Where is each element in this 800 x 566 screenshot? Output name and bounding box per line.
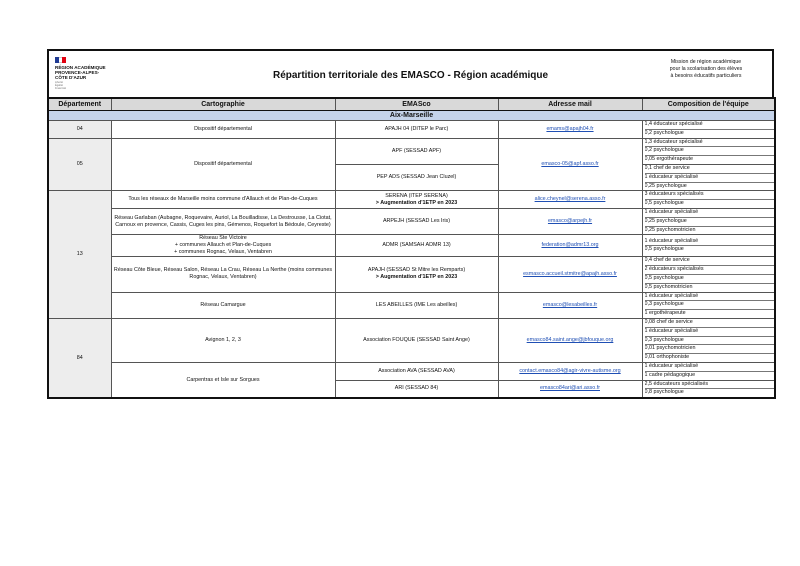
table-row	[48, 318, 775, 362]
col-composition: Composition de l'équipe	[642, 98, 775, 111]
composition-line: 0,8 psychologue	[644, 389, 684, 396]
composition-cell	[642, 292, 775, 318]
composition-line: 2 éducateurs spécialisés	[645, 266, 775, 275]
mail-cell	[498, 121, 642, 139]
mail-cell	[498, 292, 642, 318]
composition-line: 0,4 chef de service	[645, 257, 775, 266]
mail-link[interactable]: contact.emasco84@agir-vivre-autisme.org	[519, 367, 621, 374]
emasco-cell: PEP ADS (SESSAD Jean Cluzel)	[335, 164, 498, 190]
emasco-cell	[335, 191, 498, 209]
emasco-cell: ADMR (SAMSAH ADMR 13)	[335, 235, 498, 257]
col-departement: Département	[48, 98, 111, 111]
mail-cell	[498, 380, 642, 398]
composition-line: 1 éducateur spécialisé	[645, 174, 775, 183]
document-header	[47, 49, 774, 97]
composition-cell	[642, 235, 775, 257]
mail-link[interactable]: emasco@arpejh.fr	[547, 218, 593, 225]
mail-cell	[498, 208, 642, 234]
composition-cell	[642, 164, 775, 190]
composition-line: 0,25 psychologue	[645, 218, 775, 227]
composition-line: 0,08 chef de service	[645, 319, 775, 328]
composition-line: 0,5 psychologue	[645, 275, 775, 284]
mail-cell	[498, 138, 642, 191]
composition-line: 1 ergothérapeute	[644, 310, 686, 317]
carto-cell: Réseau Côte Bleue, Réseau Salon, Réseau La Crau, Réseau La Nerthe (moins communes Rognac, Velaux, Ventabren)	[111, 257, 335, 292]
composition-line: 0,3 psychologue	[645, 337, 775, 346]
composition-line: 1 éducateur spécialisé	[645, 328, 775, 337]
emasco-cell: ARPEJH (SESSAD Les Iris)	[335, 208, 498, 234]
region-row	[48, 111, 775, 121]
table-row	[48, 208, 775, 234]
composition-line: 0,25 psychologue	[644, 182, 687, 189]
emasco-cell: LES ABEILLES (IME Les abeilles)	[335, 292, 498, 318]
composition-line: 1 éducateur spécialisé	[645, 238, 775, 247]
table-header-row	[48, 98, 775, 111]
mail-link[interactable]: emasco84ari@ari.asso.fr	[540, 385, 600, 392]
composition-line: 0,3 psychologue	[645, 301, 775, 310]
composition-line: 2,5 éducateurs spécialisés	[645, 381, 775, 390]
mail-link[interactable]: emams@apajh04.fr	[546, 125, 594, 132]
mail-link[interactable]: esmasco.accueil.stmitre@apajh.asso.fr	[523, 270, 617, 277]
mail-cell	[498, 318, 642, 362]
table-row	[48, 362, 775, 380]
composition-line: 1 éducateur spécialisé	[645, 209, 775, 218]
emasco-name: SERENA (ITEP SERENA)	[385, 192, 448, 199]
mail-cell	[498, 235, 642, 257]
composition-cell	[642, 380, 775, 398]
col-cartographie: Cartographie	[111, 98, 335, 111]
emasco-cell	[335, 257, 498, 292]
mail-cell	[498, 191, 642, 209]
composition-cell	[642, 318, 775, 362]
table-row	[48, 257, 775, 292]
dept-cell: 13	[48, 191, 111, 319]
table-row	[48, 121, 775, 139]
mail-link[interactable]: emasco@lesabeilles.fr	[542, 301, 598, 308]
composition-line: 0,01 psychomotricien	[645, 345, 775, 354]
dept-cell: 05	[48, 138, 111, 191]
emasco-cell: ARI (SESSAD 84)	[335, 380, 498, 398]
composition-line: 0,05 ergothérapeute	[644, 156, 694, 163]
composition-cell	[642, 362, 775, 380]
emasco-cell: Association FOUQUE (SESSAD Saint Ange)	[335, 318, 498, 362]
composition-cell	[642, 138, 775, 164]
dept-cell: 04	[48, 121, 111, 139]
logo-motto: Liberté Égalité Fraternité	[55, 81, 67, 90]
emasco-cell: Association AVA (SESSAD AVA)	[335, 362, 498, 380]
region-label: Aix-Marseille	[48, 111, 775, 121]
composition-line: 0,5 psychologue	[644, 246, 684, 253]
table-row	[48, 292, 775, 318]
composition-line: 1 éducateur spécialisé	[645, 293, 775, 302]
etp-note: > Augmentation d'1ETP en 2023	[375, 199, 458, 206]
composition-line: 0,01 orthophoniste	[644, 354, 690, 361]
composition-cell	[642, 191, 775, 209]
carto-cell: Dispositif départemental	[111, 121, 335, 139]
etp-note: > Augmentation d'1ETP en 2023	[375, 274, 458, 281]
mail-cell	[498, 362, 642, 380]
composition-cell	[642, 257, 775, 292]
composition-line: 0,5 psychologue	[644, 200, 684, 207]
composition-line: 3 éducateurs spécialisés	[645, 191, 775, 200]
col-emasco: EMASco	[335, 98, 498, 111]
composition-line: 0,1 chef de service	[645, 165, 775, 174]
emasco-cell: APF (SESSAD APF)	[335, 138, 498, 164]
composition-line: 0,5 psychomotricien	[644, 283, 693, 290]
mail-link[interactable]: alice.cheynel@serena.asso.fr	[534, 196, 606, 203]
table-row	[48, 191, 775, 209]
composition-cell	[642, 121, 775, 139]
page-title: Répartition territoriale des EMASCO - Région académique	[272, 70, 549, 81]
emasco-cell: APAJH 04 (DITEP le Parc)	[335, 121, 498, 139]
col-adresse-mail: Adresse mail	[498, 98, 642, 111]
composition-line: 0,2 psychologue	[645, 147, 775, 156]
table-row	[48, 138, 775, 164]
mission-label: Mission de région académique pour la scolarisation des élèves à besoins éducatifs particuliers	[669, 59, 743, 79]
carto-cell: Réseau Garlaban (Aubagne, Roquevaire, Auriol, La Bouilladisse, La Destrousse, La Ciotat, Carnoux en provence, Cassis, Cuges les pins, Gémenos, Roquefort la Bédoule, Ceyreste)	[111, 208, 335, 234]
composition-cell	[642, 208, 775, 234]
carto-cell: Réseau Ste Victoire + communes Allauch et Plan-de-Cuques + communes Rognac, Velaux, Ventabren	[111, 235, 335, 257]
mail-cell	[498, 257, 642, 292]
composition-line: 0,25 psychomotricien	[644, 226, 696, 233]
carto-cell: Avignon 1, 2, 3	[111, 318, 335, 362]
composition-line: 1 cadre pédagogique	[644, 371, 696, 378]
flag-icon	[55, 57, 66, 63]
carto-cell: Réseau Camargue	[111, 292, 335, 318]
carto-cell: Carpentras et Isle sur Sorgues	[111, 362, 335, 398]
composition-line: 1 éducateur spécialisé	[645, 363, 775, 372]
document-sheet	[47, 49, 774, 399]
table-row	[48, 235, 775, 257]
mail-link[interactable]: emasco-05@apf.asso.fr	[541, 160, 599, 167]
composition-line: 1,3 éducateur spécialisé	[645, 139, 775, 148]
carto-cell: Dispositif départemental	[111, 138, 335, 191]
logo-text: RÉGION ACADÉMIQUE PROVENCE-ALPES- CÔTE D'AZUR	[55, 65, 106, 80]
emasco-name: APAJH (SESSAD St Mitre les Remparts)	[367, 267, 466, 274]
mail-link[interactable]: federation@admr13.org	[541, 242, 599, 249]
dept-cell: 84	[48, 318, 111, 398]
composition-line: 1,4 éducateur spécialisé	[645, 121, 775, 130]
carto-cell: Tous les réseaux de Marseille moins commune d'Allauch et de Plan-de-Cuques	[111, 191, 335, 209]
emasco-table	[47, 97, 776, 399]
mail-link[interactable]: emasco84.saint.ange@jbfouque.org	[526, 336, 614, 343]
composition-line: 0,2 psychologue	[644, 129, 684, 136]
